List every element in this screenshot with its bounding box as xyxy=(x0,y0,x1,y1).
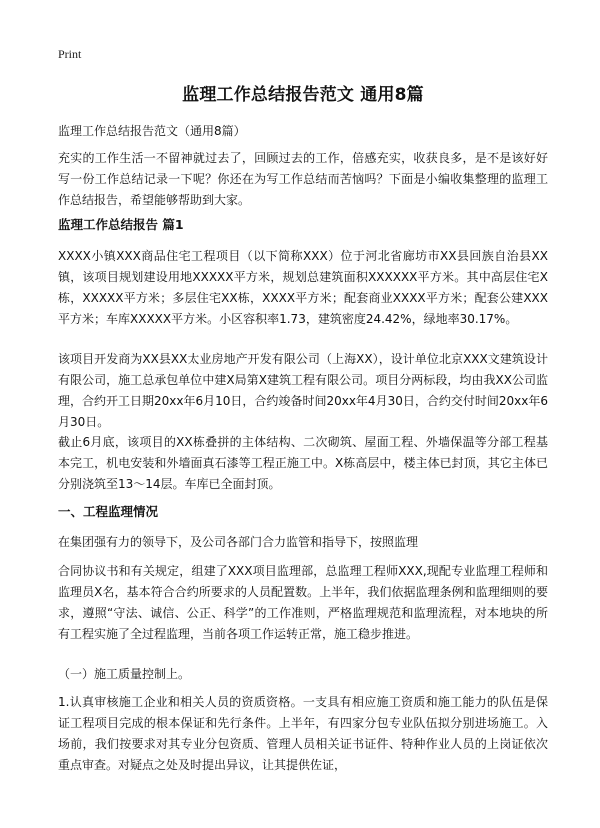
section-heading: 监理工作总结报告 篇1 xyxy=(58,217,184,232)
intro-paragraph: 充实的工作生活一不留神就过去了，回顾过去的工作，倍感充实，收获良多，是不是该好好写一份工作总结记录一下呢？你还在为写工作总结而苦恼吗？下面是小编收集整理的监理工作总结报告，希望能够帮助到大家。 xyxy=(58,151,548,207)
supervision-team-paragraph: 合同协议书和有关规定，组建了XXX项目监理部，总监理工程师XXX,现配专业监理工程师和监理员X名，基本符合合约所要求的人员配置数。上半年，我们依据监理条例和监理细则的要求，遵照“守法、诚信、公正、科学”的工作准则，严格监理规范和监理流程，对本地块的所有工程实施了全过程监理，当前各项工作运转正常，施工稳步推进。 xyxy=(58,564,548,641)
supervision-intro-paragraph: 在集团强有力的领导下，及公司各部门合力监管和指导下，按照监理 xyxy=(58,535,419,549)
supervision-heading: 一、工程监理情况 xyxy=(58,504,159,519)
qualification-review-paragraph: 1.认真审核施工企业和相关人员的资质资格。一支具有相应施工资质和施工能力的队伍是保证工程项目完成的根本保证和先行条件。上半年，有四家分包专业队伍拟分别进场施工。入场前，我们按要求对其专业分包资质、管理人员相关证书证件、特种作业人员的上岗证依次重点审查。对疑点之处及时提出异议，让其提供佐证， xyxy=(58,695,548,772)
project-overview-paragraph: XXXX小镇XXX商品住宅工程项目（以下简称XXX）位于河北省廊坊市XX县回族自治县XX镇，该项目规划建设用地XXXXX平方米，规划总建筑面积XXXXXX平方米。其中高层住宅X栋，XXXXX平方米；多层住宅XX栋，XXXX平方米；配套商业XXXX平方米；配套公建XXX平方米；车库XXXXX平方米。小区容积率1.73，建筑密度24.42%，绿地率30.17%。 xyxy=(58,249,548,326)
document-subtitle: 监理工作总结报告范文（通用8篇） xyxy=(58,124,246,138)
developer-paragraph: 该项目开发商为XX县XX太业房地产开发有限公司（上海XX），设计单位北京XXX文建筑设计有限公司，施工总承包单位中建X局第X建筑工程有限公司。项目分两标段，均由我XX公司监理，合约开工日期20xx年6月10日，合约竣备时间20xx年4月30日，合约交付时间20xx年6月30日。 xyxy=(58,352,548,429)
document-title: 监理工作总结报告范文 通用8篇 xyxy=(182,85,424,105)
quality-control-subheading: （一）施工质量控制上。 xyxy=(58,667,191,681)
progress-paragraph: 截止6月底，该项目的XX栋叠拼的主体结构、二次砌筑、屋面工程、外墙保温等分部工程基本完工，机电安装和外墙面真石漆等工程正施工中。X栋高层中，楼主体已封顶，其它主体已分别浇筑至13～14层。车库已全面封顶。 xyxy=(58,435,548,491)
print-link[interactable]: Print xyxy=(58,47,82,61)
